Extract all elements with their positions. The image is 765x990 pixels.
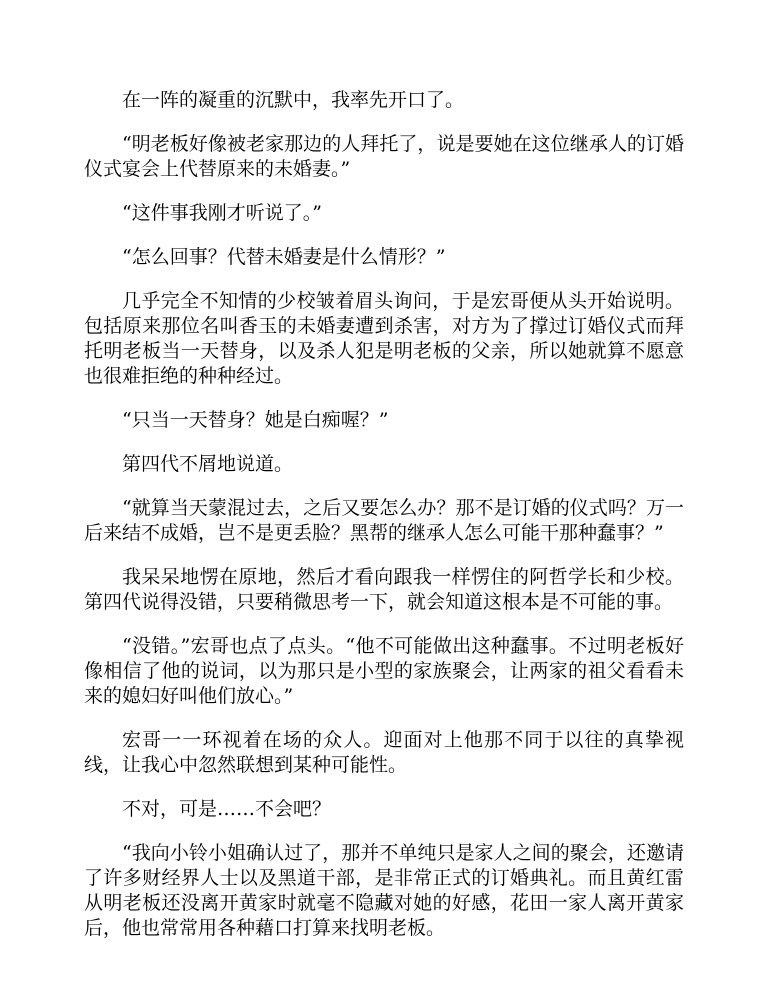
document-page (84, 88, 684, 960)
paragraph: “明老板好像被老家那边的人拜托了，说是要她在这位继承人的订婚仪式宴会上代替原来的未婚妻。” (84, 133, 684, 180)
paragraph: 第四代不屑地说道。 (122, 453, 294, 475)
paragraph: “这件事我刚才听说了。” (122, 202, 322, 224)
paragraph: 宏哥一一环视着在场的众人。迎面对上他那不同于以往的真挚视线，让我心中忽然联想到某种可能性。 (84, 729, 684, 776)
paragraph: 在一阵的凝重的沉默中，我率先开口了。 (122, 89, 465, 111)
paragraph: “我向小铃小姐确认过了，那并不单纯只是家人之间的聚会，还邀请了许多财经界人士以及黑道干部，是非常正式的订婚典礼。而且黄红雷从明老板还没离开黄家时就毫不隐藏对她的好感，花田一家人离开黄家后，他也常常用各种藉口打算来找明老板。 (84, 842, 684, 939)
paragraph: “怎么回事？代替未婚妻是什么情形？” (122, 246, 446, 268)
paragraph: 我呆呆地愣在原地，然后才看向跟我一样愣住的阿哲学长和少校。第四代说得没错，只要稍微思考一下，就会知道这根本是不可能的事。 (84, 566, 684, 613)
paragraph: “只当一天替身？她是白痴喔？” (122, 409, 389, 431)
paragraph: 几乎完全不知情的少校皱着眉头询问，于是宏哥便从头开始说明。包括原来那位名叫香玉的未婚妻遭到杀害，对方为了撑过订婚仪式而拜托明老板当一天替身，以及杀人犯是明老板的父亲，所以她就算不愿意也很难拒绝的种种经过。 (84, 290, 684, 387)
paragraph: 不对，可是……不会吧？ (122, 798, 332, 820)
paragraph: “没错。”宏哥也点了点头。“他不可能做出这种蠢事。不过明老板好像相信了他的说词，以为那只是小型的家族聚会，让两家的祖父看看未来的媳妇好叫他们放心。” (84, 635, 684, 707)
paragraph: “就算当天蒙混过去，之后又要怎么办？那不是订婚的仪式吗？万一后来结不成婚，岂不是更丢脸？黑帮的继承人怎么可能干那种蠢事？” (84, 497, 684, 544)
